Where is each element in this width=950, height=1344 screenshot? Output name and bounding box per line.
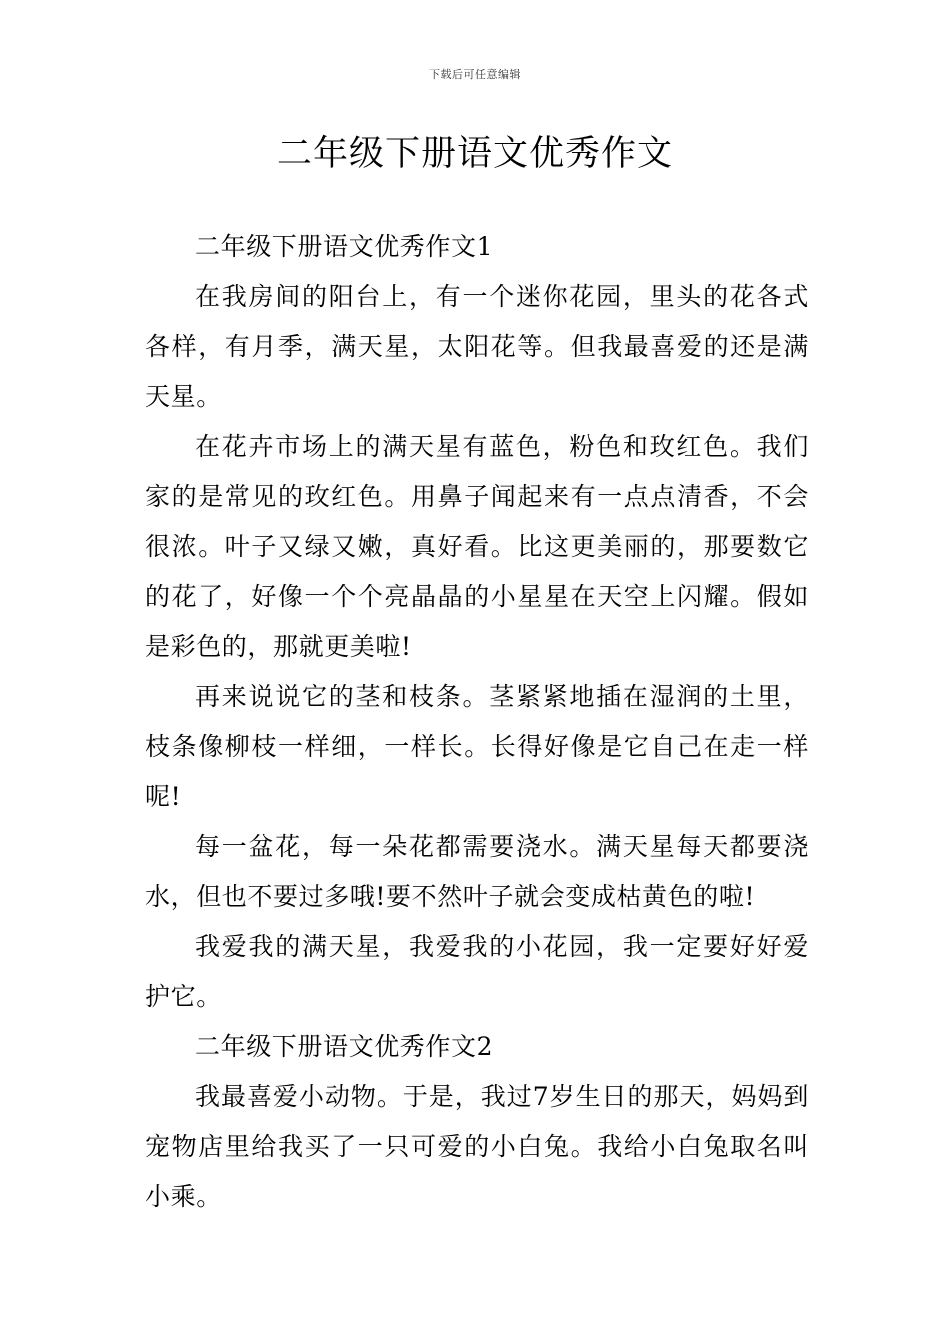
paragraph: 每一盆花，每一朵花都需要浇水。满天星每天都要浇水，但也不要过多哦!要不然叶子就会变成枯黄色的啦! xyxy=(145,832,809,911)
section-heading-2: 二年级下册语文优秀作文2 xyxy=(195,1032,494,1061)
paragraph: 在我房间的阳台上，有一个迷你花园，里头的花各式各样，有月季，满天星，太阳花等。但我最喜爱的还是满天星。 xyxy=(145,282,809,411)
paragraph: 再来说说它的茎和枝条。茎紧紧地插在湿润的土里，枝条像柳枝一样细，一样长。长得好像是它自己在走一样呢! xyxy=(145,682,809,811)
document-body xyxy=(145,222,809,1222)
paragraph: 我最喜爱小动物。于是，我过7岁生日的那天，妈妈到宠物店里给我买了一只可爱的小白兔。我给小白兔取名叫小乘。 xyxy=(145,1082,809,1211)
document-title: 二年级下册语文优秀作文 xyxy=(276,134,673,174)
section-heading-1: 二年级下册语文优秀作文1 xyxy=(195,232,494,261)
paragraph: 我爱我的满天星，我爱我的小花园，我一定要好好爱护它。 xyxy=(145,932,809,1011)
paragraph: 在花卉市场上的满天星有蓝色，粉色和玫红色。我们家的是常见的玫红色。用鼻子闻起来有一点点清香，不会很浓。叶子又绿又嫩，真好看。比这更美丽的，那要数它的花了，好像一个个亮晶晶的小星星在天空上闪耀。假如是彩色的，那就更美啦! xyxy=(145,432,809,661)
header-note: 下载后可任意编辑 xyxy=(429,68,521,81)
